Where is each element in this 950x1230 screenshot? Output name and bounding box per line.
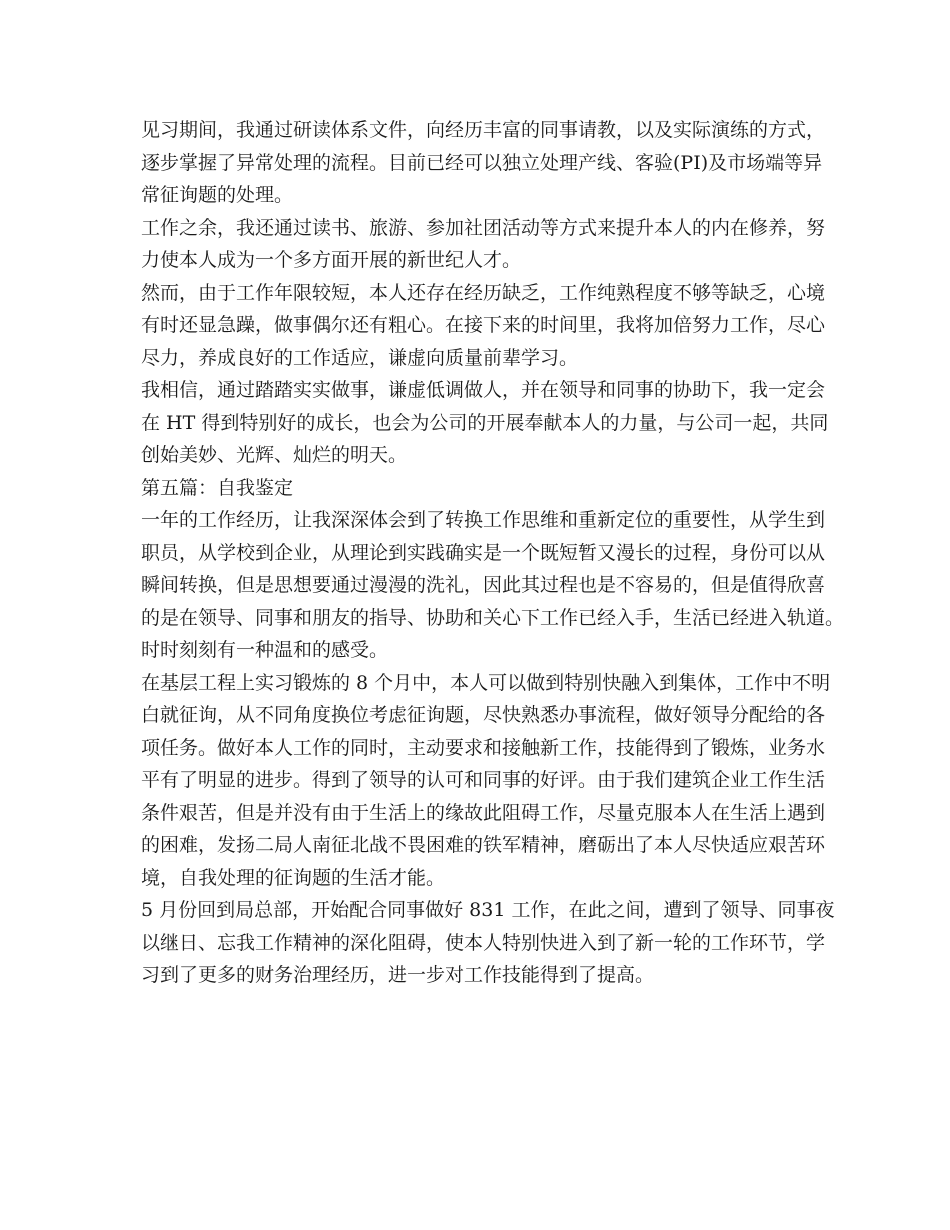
text-line: 的是在领导、同事和朋友的指导、协助和关心下工作已经入手，生活已经进入轨道。 bbox=[141, 606, 845, 629]
text-line: 习到了更多的财务治理经历，进一步对工作技能得到了提高。 bbox=[141, 964, 655, 986]
text-line: 在基层工程上实习锻炼的 8 个月中，本人可以做到特别快融入到集体，工作中不明 bbox=[141, 671, 831, 694]
text-line: 时时刻刻有一种温和的感受。 bbox=[141, 639, 389, 661]
text-line: 然而，由于工作年限较短，本人还存在经历缺乏，工作纯熟程度不够等缺乏，心境 bbox=[141, 281, 826, 304]
text-line: 瞬间转换，但是思想要通过漫漫的洗礼，因此其过程也是不容易的，但是值得欣喜 bbox=[141, 574, 826, 596]
text-line: 项任务。做好本人工作的同时，主动要求和接触新工作，技能得到了锻炼，业务水 bbox=[141, 736, 826, 759]
text-line: 境，自我处理的征询题的生活才能。 bbox=[141, 866, 446, 889]
text-line: 5 月份回到局总部，开始配合同事做好 831 工作，在此之间，遭到了领导、同事夜 bbox=[141, 899, 835, 921]
text-line: 力使本人成为一个多方面开展的新世纪人才。 bbox=[141, 249, 522, 271]
document-body bbox=[141, 114, 845, 992]
text-line: 有时还显急躁，做事偶尔还有粗心。在接下来的时间里，我将加倍努力工作，尽心 bbox=[141, 314, 826, 336]
text-line: 在 HT 得到特别好的成长，也会为公司的开展奉献本人的力量，与公司一起，共同 bbox=[141, 411, 829, 434]
text-line: 的困难，发扬二局人南征北战不畏困难的铁军精神，磨砺出了本人尽快适应艰苦环 bbox=[141, 834, 826, 856]
text-line: 尽力，养成良好的工作适应，谦虚向质量前辈学习。 bbox=[141, 346, 579, 369]
section-heading: 第五篇：自我鉴定 bbox=[141, 476, 294, 499]
text-line: 一年的工作经历，让我深深体会到了转换工作思维和重新定位的重要性，从学生到 bbox=[141, 509, 826, 531]
text-line: 我相信，通过踏踏实实做事，谦虚低调做人，并在领导和同事的协助下，我一定会 bbox=[141, 379, 826, 401]
text-line: 工作之余，我还通过读书、旅游、参加社团活动等方式来提升本人的内在修养，努 bbox=[141, 216, 826, 239]
text-line: 逐步掌握了异常处理的流程。目前已经可以独立处理产线、客验(PI)及市场端等异 bbox=[141, 151, 823, 174]
text-line: 平有了明显的进步。得到了领导的认可和同事的好评。由于我们建筑企业工作生活 bbox=[141, 769, 826, 791]
text-line: 见习期间，我通过研读体系文件，向经历丰富的同事请教，以及实际演练的方式， bbox=[141, 119, 826, 141]
text-line: 以继日、忘我工作精神的深化阻碍，使本人特别快进入到了新一轮的工作环节，学 bbox=[141, 931, 826, 954]
text-line: 职员，从学校到企业，从理论到实践确实是一个既短暂又漫长的过程，身份可以从 bbox=[141, 541, 826, 564]
text-line: 条件艰苦，但是并没有由于生活上的缘故此阻碍工作，尽量克服本人在生活上遇到 bbox=[141, 801, 826, 824]
text-line: 白就征询，从不同角度换位考虑征询题，尽快熟悉办事流程，做好领导分配给的各 bbox=[141, 704, 826, 726]
text-line: 常征询题的处理。 bbox=[141, 184, 294, 206]
text-line: 创始美妙、光辉、灿烂的明天。 bbox=[141, 444, 408, 466]
